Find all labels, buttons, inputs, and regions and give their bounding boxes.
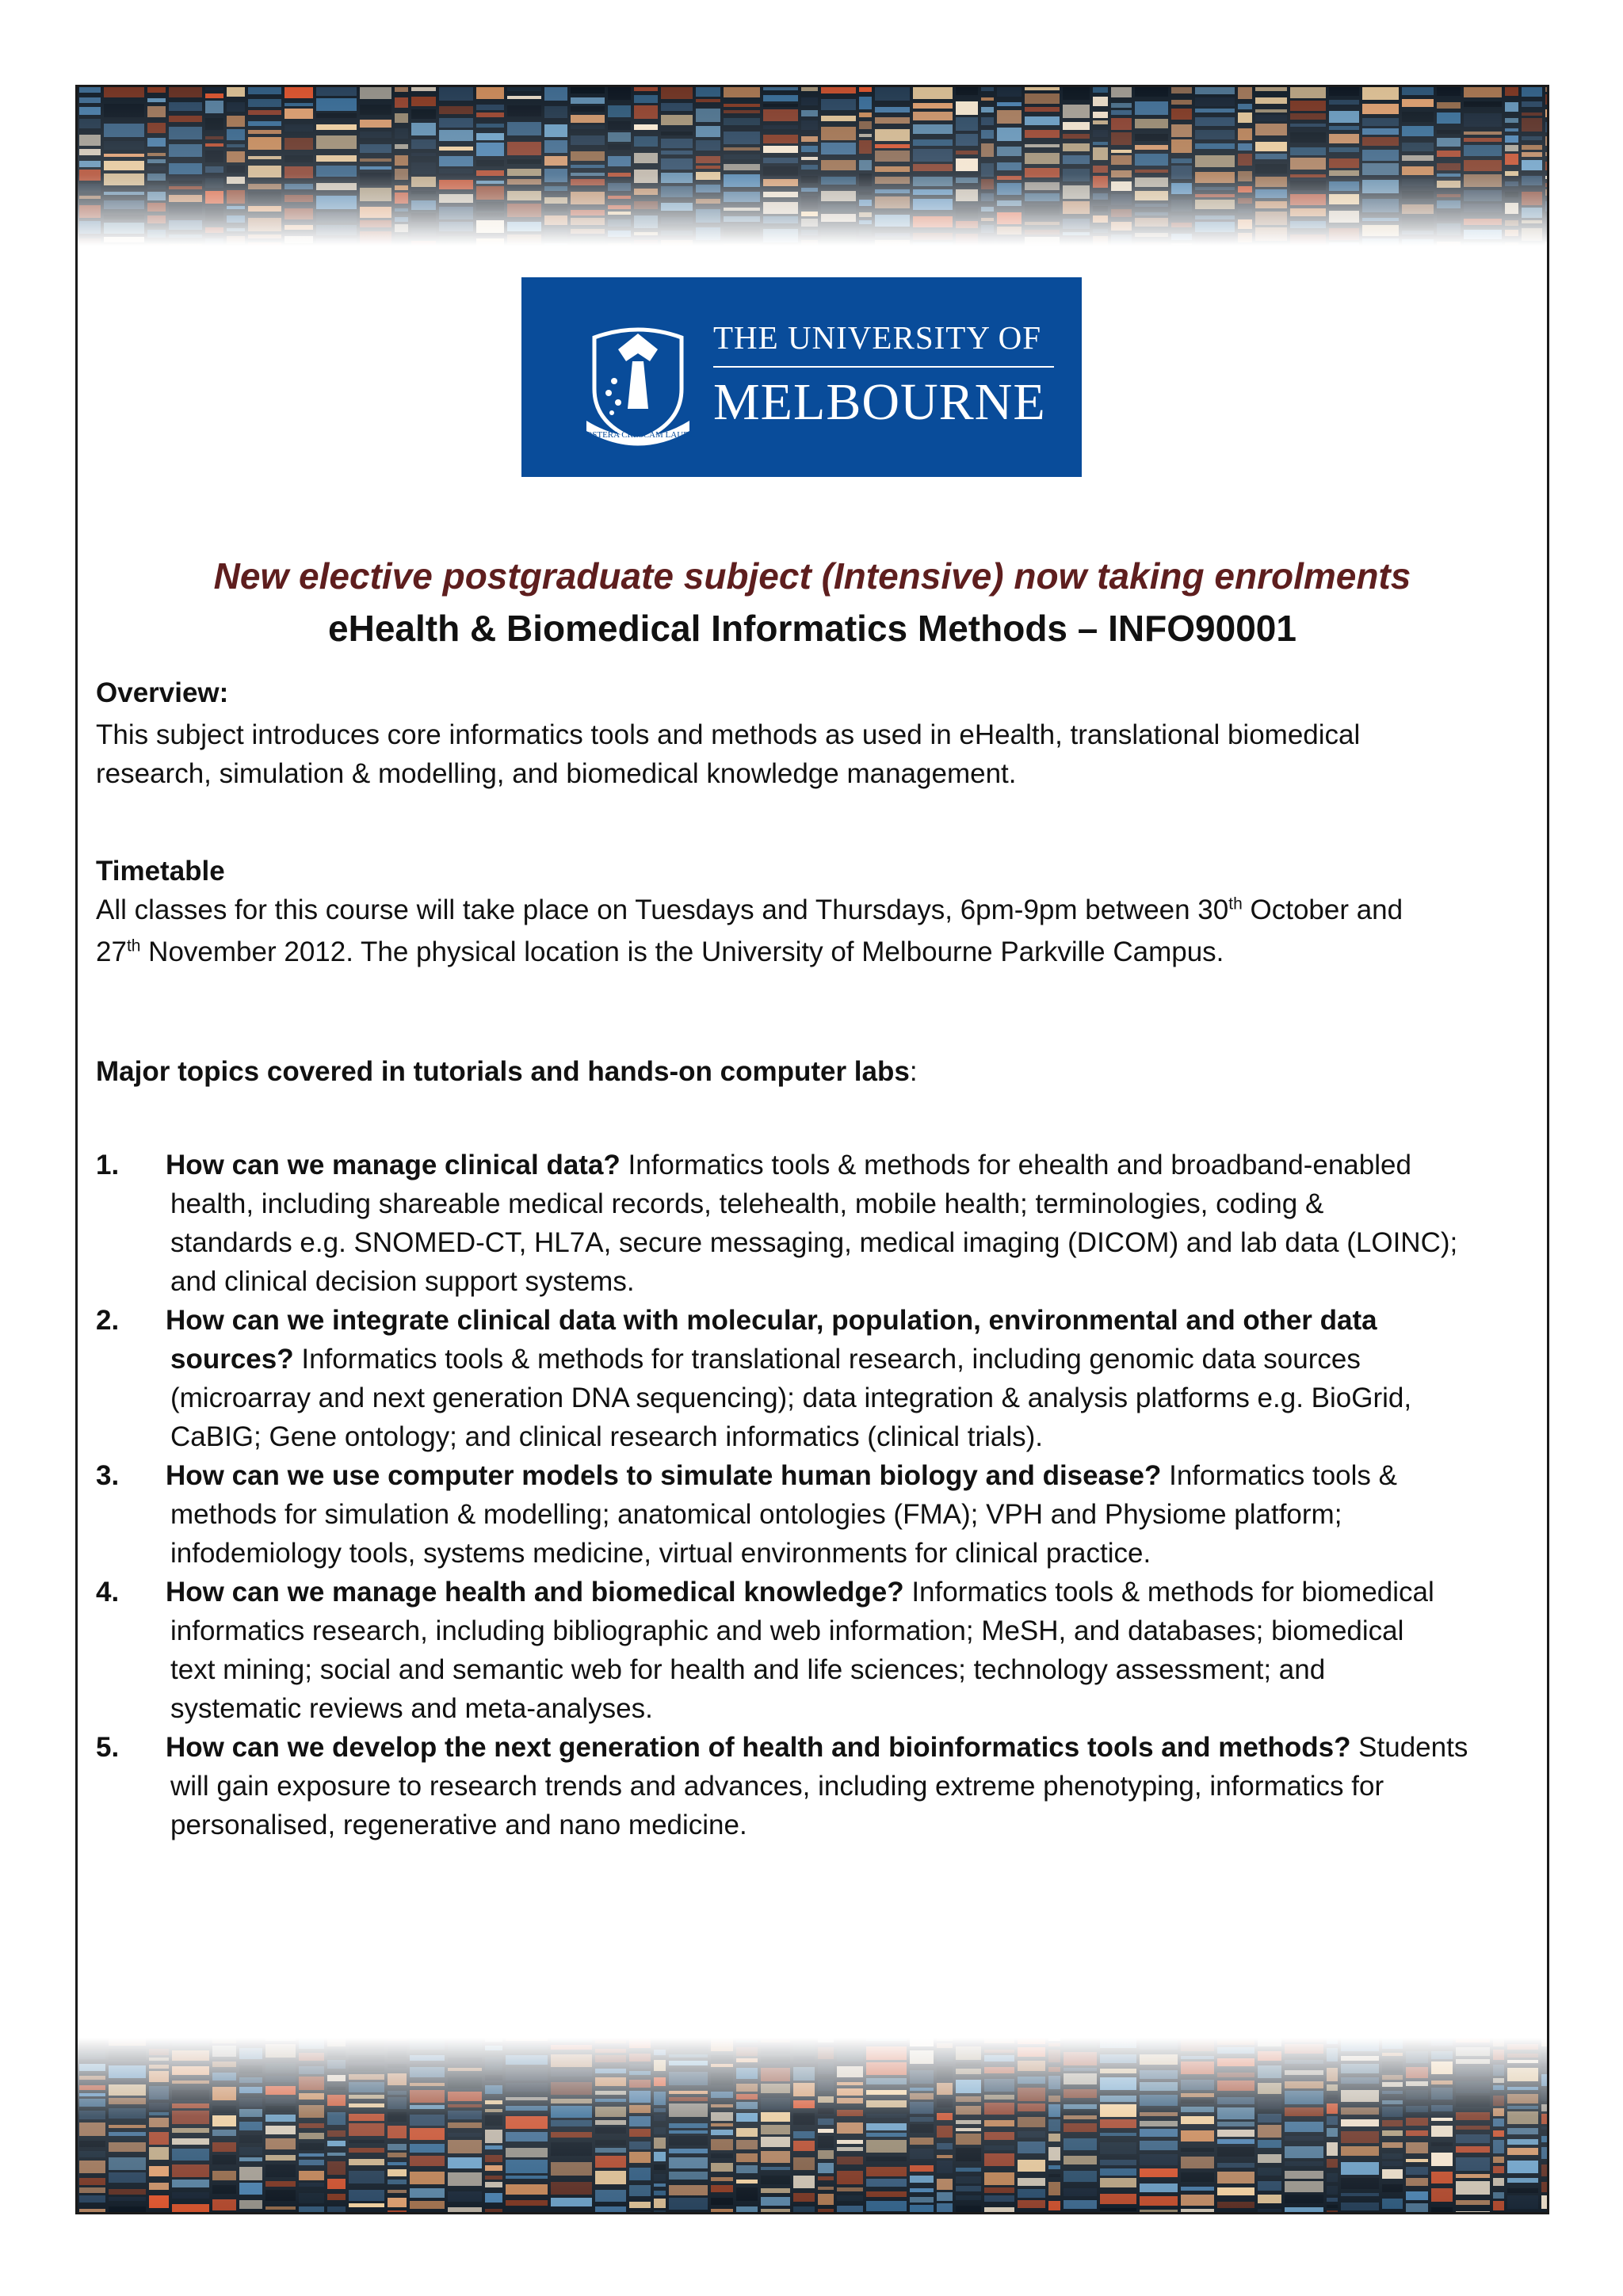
- overview-section: [96, 673, 1522, 793]
- timetable-line: All classes for this course will take place on Tuesdays and Thursdays, 6pm-9pm between 30th October and: [96, 894, 1403, 925]
- topics-heading: Major topics covered in tutorials and hands-on computer labs:: [96, 1056, 918, 1087]
- timetable-heading: Timetable: [96, 856, 225, 887]
- headline: New elective postgraduate subject (Intensive) now taking enrolments: [213, 555, 1411, 597]
- logo-line1: THE UNIVERSITY OF: [713, 319, 1042, 356]
- list-item: 3. How can we use computer models to simulate human biology and disease? Informatics tools & methods for simulation & modelling; anatomical ontologies (FMA); VPH and Physiome platform; infodemiology tools, systems medicine, virtual environments for clinical practice.: [96, 1460, 1397, 1569]
- university-logo: [521, 277, 1082, 477]
- timetable-line: 27th November 2012. The physical location is the University of Melbourne Parkville Campus.: [96, 936, 1224, 967]
- dna-banner-top: [78, 87, 1547, 246]
- topics-list: [96, 1146, 1530, 1844]
- logo-line2: MELBOURNE: [713, 373, 1046, 431]
- list-item: 2. How can we integrate clinical data with molecular, population, environmental and other data sources? Informatics tools & methods for translational research, including genomic data sources (microarray and next generation DNA sequencing); data integration & analysis platforms e.g. BioGrid, CaBIG; Gene ontology; and clinical research informatics (clinical trials).: [96, 1305, 1412, 1452]
- svg-text:POSTERA CRESCAM LAUDE: POSTERA CRESCAM LAUDE: [581, 430, 695, 440]
- timetable-section: [96, 852, 1522, 971]
- list-item: 1. How can we manage clinical data? Informatics tools & methods for ehealth and broadband-enabled health, including shareable medical records, telehealth, mobile health; terminologies, coding & standards e.g. SNOMED-CT, HL7A, secure messaging, medical imaging (DICOM) and lab data (LOINC); and clinical decision support systems.: [96, 1150, 1458, 1297]
- overview-line: research, simulation & modelling, and biomedical knowledge management.: [96, 758, 1017, 789]
- dna-banner-bottom: [78, 2038, 1547, 2212]
- list-item: 4. How can we manage health and biomedical knowledge? Informatics tools & methods for biomedical informatics research, including bibliographic and web information; MeSH, and databases; biomedical text mining; social and semantic web for health and life sciences; technology assessment; and systematic reviews and meta-analyses.: [96, 1577, 1434, 1724]
- logo-rule: [713, 366, 1054, 368]
- subject-title: eHealth & Biomedical Informatics Methods – INFO90001: [328, 608, 1296, 649]
- overview-line: This subject introduces core informatics tools and methods as used in eHealth, translational biomedical: [96, 719, 1361, 750]
- crest-icon: [571, 314, 705, 448]
- poster-frame: [75, 85, 1549, 2214]
- list-item: 5. How can we develop the next generation of health and bioinformatics tools and methods? Students will gain exposure to research trends and advances, including extreme phenotyping, informatics for personalised, regenerative and nano medicine.: [96, 1732, 1468, 1840]
- overview-heading: Overview:: [96, 677, 229, 708]
